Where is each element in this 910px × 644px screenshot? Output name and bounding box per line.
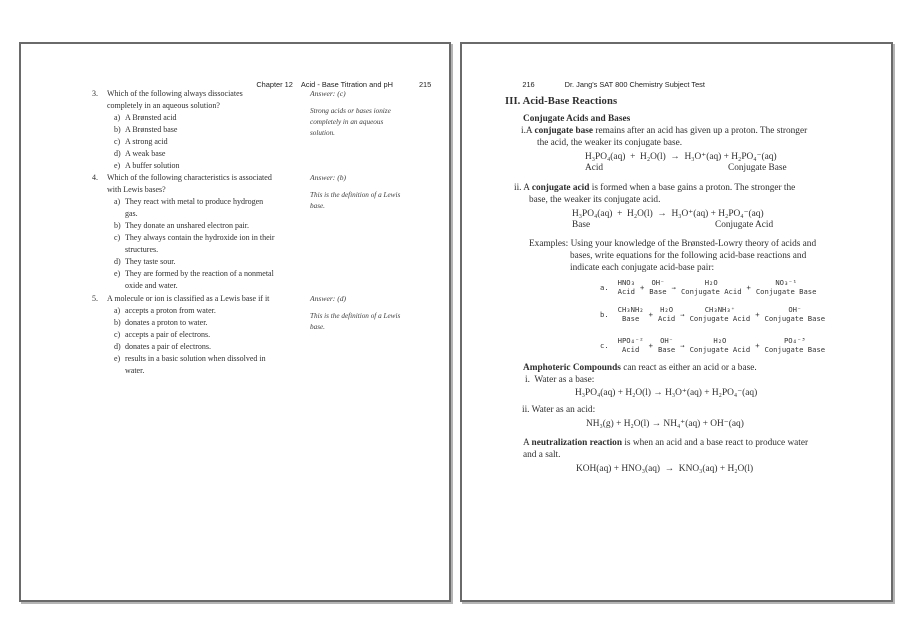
option-letter: d) [114,342,121,351]
question-text-line: Which of the following characteristics is associated [107,173,272,182]
term-formula: OH⁻ [660,336,674,345]
option-d [114,341,328,353]
arrow-sign: → [671,282,676,292]
question-number: 5. [92,294,98,303]
option-letter: c) [114,330,121,339]
question-text [107,293,269,305]
option-a [114,305,328,317]
option-c [114,136,328,148]
option-letter: a) [114,306,121,315]
conjugate-base-paragraph [521,125,807,149]
term-role: Conjugate Base [764,314,826,323]
question-text-line: completely in an aqueous solution? [107,101,220,110]
option-text: A buffer solution [125,161,180,170]
answer-explanation [310,311,420,333]
paragraph-line: and a salt. [523,450,561,460]
option-text: A weak base [125,149,166,158]
term-reactant-2 [658,305,675,323]
term-formula: HNO₃ [617,278,635,287]
paragraph-line: Examples: Using your knowledge of the Brønsted-Lowry theory of acids and [529,239,817,249]
explanation-line: This is the definition of a Lewis [310,191,401,199]
term-product-2 [765,336,826,354]
example-a [600,278,818,296]
option-d [114,148,328,160]
arrow-sign: → [680,309,685,319]
plus-sign: + [746,282,751,292]
plus-sign: + [648,309,653,319]
water-as-base-label: i. Water as a base: [525,375,595,385]
option-letter: e) [114,354,121,363]
term-role: Acid [657,314,676,323]
equation-formula: H₃PO₄(aq) + H₂O(l) → H₃O⁺(aq) + H₂PO₄⁻(aq) [572,209,764,219]
example-c [600,336,827,354]
term-product-2 [765,305,826,323]
term-formula: CH₃NH₂ [617,305,644,314]
option-letter: e) [114,269,121,278]
option-text: They always contain the hydroxide ion in their [125,233,275,242]
explanation-line: base. [310,202,325,210]
option-letter: c) [114,233,121,242]
plus-sign: + [755,309,760,319]
option-d [114,256,328,268]
section-title: III. Acid-Base Reactions [505,96,618,107]
term-formula: H₂O [704,278,718,287]
option-text: They taste sour. [125,257,176,266]
option-text: They react with metal to produce hydrogen [125,197,264,206]
question-text [107,172,272,196]
option-text: They donate an unshared electron pair. [125,221,249,230]
paragraph-line: i.A conjugate base remains after an acid has given up a proton. The stronger [521,126,808,136]
option-e [114,353,328,377]
page-number: 215 [418,80,432,89]
book-title: Dr. Jang's SAT 800 Chemistry Subject Test [564,80,705,89]
paragraph-line: indicate each conjugate acid-base pair: [570,263,715,273]
term-formula: H₂O [713,336,727,345]
option-letter: b) [114,318,121,327]
paragraph-line: ii. A conjugate acid is formed when a base gains a proton. The stronger the [514,183,796,193]
option-letter: d) [114,149,121,158]
explanation-line: This is the definition of a Lewis [310,312,401,320]
answer-explanation [310,190,420,212]
question-text-line: A molecule or ion is classified as a Lewis base if it [107,294,270,303]
answer-3 [310,89,420,139]
option-b [114,317,328,329]
option-letter: a) [114,113,121,122]
option-text: They are formed by the reaction of a nonmetal [125,269,274,278]
label-conjugate-base: Conjugate Base [728,163,787,173]
options-list [114,305,328,377]
equation-conjugate-acid [572,208,774,232]
page-216 [460,42,893,602]
arrow-sign: → [680,340,685,350]
option-a [114,112,328,124]
subsection-title: Conjugate Acids and Bases [523,114,631,124]
explanation-line: Strong acids or bases ionize [310,107,391,115]
options-list [114,112,328,172]
explanation-line: solution. [310,129,335,137]
chapter-title: Acid - Base Titration and pH [300,80,393,89]
question-5 [92,293,328,377]
answer-5 [310,294,420,333]
option-text: donates a proton to water. [125,318,208,327]
option-text: A Brønsted acid [125,113,177,122]
option-c [114,329,328,341]
right-page-header [510,71,705,98]
option-text: A strong acid [125,137,168,146]
option-text: oxide and water. [125,281,178,290]
term-product-2 [756,278,817,296]
question-head [92,293,328,305]
question-head [92,172,328,196]
label-base: Base [572,220,591,230]
water-as-acid-label: ii. Water as an acid: [522,405,596,415]
term-reactant-1 [618,305,644,323]
term-formula: H₂O [660,305,674,314]
term-product-1 [690,305,751,323]
plus-sign: + [755,340,760,350]
option-a [114,196,328,220]
equation-neutralization: KOH(aq) + HNO₃(aq) → KNO₃(aq) + H₂O(l) [576,464,754,474]
equation-labels [572,220,774,232]
option-text: accepts a pair of electrons. [125,330,211,339]
answer-4 [310,173,420,212]
option-letter: a) [114,197,121,206]
term-role: Acid [617,287,635,296]
option-letter: c) [114,137,121,146]
term-formula: OH⁻ [788,305,802,314]
explanation-line: completely in an aqueous [310,118,384,126]
equation-water-acid: NH₃(g) + H₂O(l) → NH₄⁺(aq) + OH⁻(aq) [586,419,744,429]
explanation-line: base. [310,323,325,331]
term-formula: HPO₄⁻² [617,336,644,345]
question-number: 4. [92,173,98,182]
paragraph-line: base, the weaker its conjugate acid. [529,195,661,205]
term-role: Conjugate Base [755,287,817,296]
label-conjugate-acid: Conjugate Acid [715,220,774,230]
answer-label: Answer: (d) [310,294,347,303]
term-role: Base [657,345,676,354]
term-role: Conjugate Acid [689,314,751,323]
examples-intro [529,238,816,274]
paragraph-line: bases, write equations for the following acid-base reactions and [570,251,807,261]
option-text: structures. [125,245,159,254]
option-letter: b) [114,125,121,134]
option-c [114,232,328,256]
chapter-label: Chapter 12 [256,80,293,89]
conjugate-acid-paragraph [514,182,795,206]
term-role: Base [621,314,640,323]
equation-water-base: H₃PO₄(aq) + H₂O(l) → H₃O⁺(aq) + H₂PO₄⁻(aq) [575,388,758,398]
paragraph-line: A neutralization reaction is when an acid and a base react to produce water [523,438,809,448]
options-list [114,196,328,292]
term-formula: OH⁻ [651,278,665,287]
page-215 [19,42,451,602]
example-b [600,305,827,323]
term-role: Conjugate Acid [689,345,751,354]
term-reactant-1 [618,278,635,296]
question-number: 3. [92,89,98,98]
amphoteric-paragraph: Amphoteric Compounds can react as either an acid or a base. [523,363,757,373]
option-e [114,160,328,172]
equation-formula: H₃PO₄(aq) + H₂O(l) → H₃O⁺(aq) + H₂PO₄⁻(aq) [585,152,777,162]
term-role: Base [649,287,667,296]
question-text-line: with Lewis bases? [107,185,166,194]
example-label: c. [600,340,609,350]
label-acid: Acid [585,163,604,173]
term-product-1 [681,278,742,296]
equation-labels [585,163,787,175]
term-reactant-1 [618,336,644,354]
term-formula: PO₄⁻³ [783,336,806,345]
option-text: results in a basic solution when dissolved in [125,354,266,363]
term-formula: NO₃⁻¹ [775,278,797,287]
page-number: 216 [522,80,535,89]
option-b [114,124,328,136]
term-reactant-2 [649,278,666,296]
option-letter: d) [114,257,121,266]
option-text: water. [125,366,145,375]
option-text: donates a pair of electrons. [125,342,211,351]
question-3 [92,88,328,172]
answer-explanation [310,106,420,139]
answer-label: Answer: (b) [310,173,347,182]
answer-label: Answer: (c) [310,89,346,98]
question-text-line: Which of the following always dissociates [107,89,243,98]
option-b [114,220,328,232]
option-e [114,268,328,292]
term-product-1 [690,336,751,354]
question-4 [92,172,328,292]
example-label: a. [600,282,609,292]
option-text: gas. [125,209,138,218]
term-reactant-2 [658,336,675,354]
plus-sign: + [648,340,653,350]
term-formula: CH₃NH₃⁺ [704,305,736,314]
paragraph-line: the acid, the weaker its conjugate base. [537,138,683,148]
option-letter: e) [114,161,121,170]
question-head [92,88,328,112]
term-role: Conjugate Acid [680,287,742,296]
option-letter: b) [114,221,121,230]
equation-conjugate-base [585,151,787,175]
option-text: accepts a proton from water. [125,306,216,315]
neutralization-paragraph [523,437,808,461]
term-role: Conjugate Base [764,345,826,354]
question-text [107,88,243,112]
example-label: b. [600,309,609,319]
term-role: Acid [621,345,640,354]
plus-sign: + [639,282,645,292]
option-text: A Brønsted base [125,125,178,134]
